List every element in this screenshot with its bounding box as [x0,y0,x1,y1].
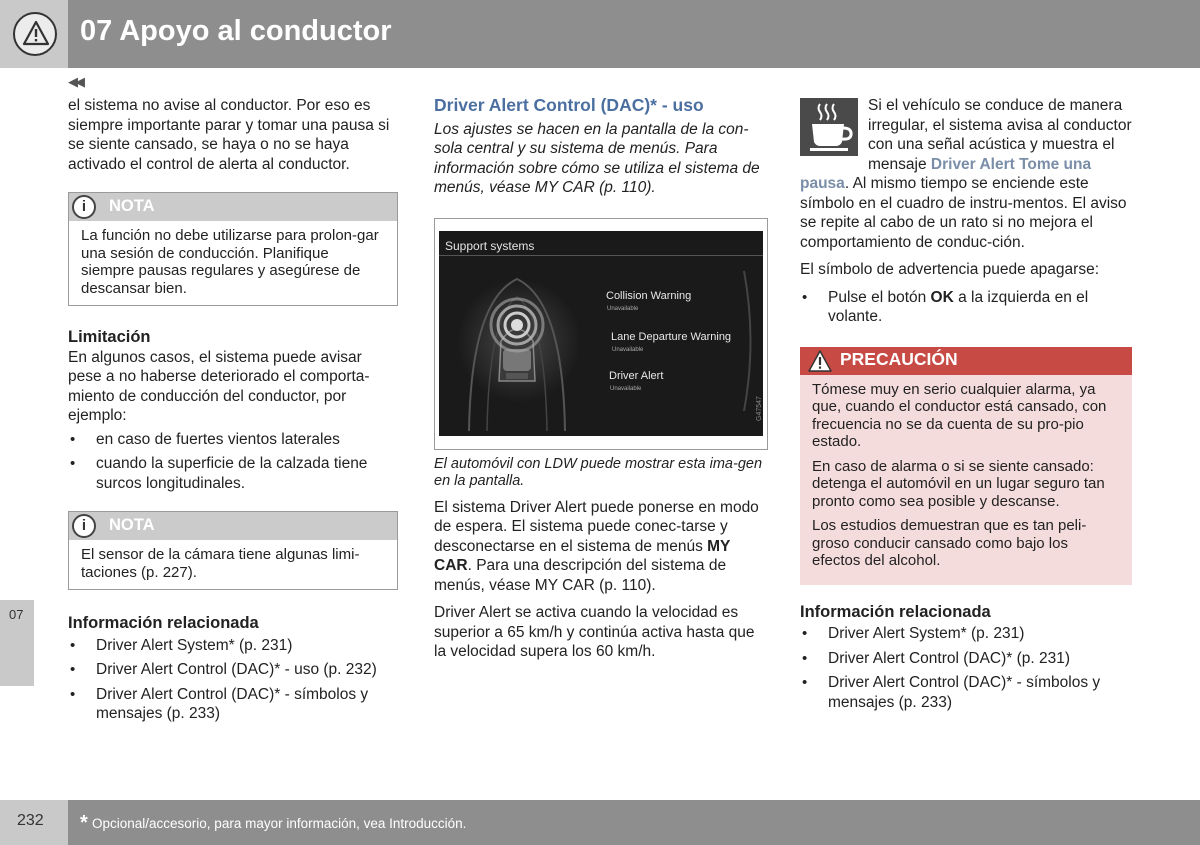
button-name: OK [930,288,954,306]
warning-triangle-icon [808,349,832,373]
caution-paragraph: Los estudios demuestran que es tan peli-groso conducir cansado como bajo los efectos del alcohol. [812,517,1087,569]
limitation-text: En algunos casos, el sistema puede avisar pese a no haberse deteriorado el comporta-miento de conducción del conductor, por ejemplo: [68,348,370,424]
caution-header [800,347,1132,375]
note-header [69,512,397,540]
page-number: 232 [17,812,44,829]
list-item: • en caso de fuertes vientos laterales [68,430,398,450]
figure-caption: El automóvil con LDW puede mostrar esta ima-gen en la pantalla. [434,455,763,489]
menu-item-lane-departure: Lane Departure Warning [611,330,732,343]
note-header [69,193,397,221]
page-number-box [0,800,68,845]
page-footer [0,800,1200,845]
related-link[interactable]: • Driver Alert Control (DAC)* - símbolos y mensajes (p. 233) [800,673,1132,712]
caution-paragraph: En caso de alarma o si se siente cansado: detenga el automóvil en un lugar seguro tan pronto como sea posible y descanse. [812,457,1105,510]
note-text: El sensor de la cámara tiene algunas limi-taciones (p. 227). [81,546,360,581]
note-text: La función no debe utilizarse para prolon-gar una sesión de conducción. Planifique siempre pausas regulares y asegúrese de descansar bien. [81,227,379,297]
paragraph: Driver Alert se activa cuando la velocidad es superior a 65 km/h y continúa activa hasta que la velocidad supera los 60 km/h. [434,604,755,660]
related-link[interactable]: • Driver Alert Control (DAC)* (p. 231) [800,649,1132,669]
intro-paragraph: el sistema no avise al conductor. Por eso es siempre importante parar y tomar una pausa si se siente cansado, se haya o no se haya activado el control de alerta al conductor. [68,97,390,173]
column-middle [434,96,768,670]
paragraph: El símbolo de advertencia puede apagarse: [800,261,1100,278]
related-link[interactable]: • Driver Alert System* (p. 231) [68,636,398,656]
menu-item-driver-alert: Driver Alert [609,369,664,382]
asterisk: * [80,812,88,834]
chapter-title: 07 Apoyo al conductor [80,15,392,47]
chapter-side-tab[interactable] [0,600,34,686]
info-icon: i [72,514,96,538]
menu-item-status: Unavailable [607,305,639,312]
menu-name: MY CAR [434,537,731,574]
related-link[interactable]: • Driver Alert Control (DAC)* - uso (p. 232) [68,660,398,680]
display-screen [439,231,763,436]
screen-title: Support systems [445,238,535,253]
column-right [800,96,1132,720]
footer-note-bar [68,800,1200,845]
related-link[interactable]: • Driver Alert System* (p. 231) [800,624,1132,644]
caution-paragraph: Tómese muy en serio cualquier alarma, ya que, cuando el conductor está cansado, con frecuencia no se da cuenta de su pro-pio estado. [812,380,1107,450]
note-label: NOTA [109,197,155,215]
header-icon-box [0,0,68,68]
related-link[interactable]: • Driver Alert Control (DAC)* - símbolos y mensajes (p. 233) [68,685,398,724]
limitation-list [68,430,398,494]
related-info-list [68,636,398,724]
screen-illustration [434,218,768,450]
instruction-list [800,288,1132,327]
menu-item-collision-warning: Collision Warning [606,289,692,302]
intro-italic: Los ajustes se hacen en la pantalla de la con-sola central y su sistema de menús. Para información sobre cómo se utiliza el sistema de menús, véase MY CAR (p. 110). [434,120,760,196]
display-message: Driver Alert Tome una pausa [800,155,1092,192]
chapter-number: 07 [9,607,24,622]
info-icon: i [72,195,96,219]
column-left [68,96,398,732]
section-heading: Driver Alert Control (DAC)* - uso [434,95,704,115]
coffee-cup-icon [800,98,858,156]
caution-text [800,375,1132,585]
limitation-heading: Limitación [68,328,151,346]
menu-item-status: Unavailable [612,346,644,353]
paragraph: Si el vehículo se conduce de manera irregular, el sistema avisa al conductor con una señal acústica y muestra el mensaje Driver Alert Tome una pausa. Al mismo tiempo se enciende este símbolo en el cuadro de instru-mentos. El aviso se repite al cabo de un rato si no mejora el comportamiento de conduc-ción. [800,97,1132,251]
related-info-list [800,624,1132,712]
list-item: • Pulse el botón OK a la izquierda en el volante. [800,288,1132,327]
note-label: NOTA [109,516,155,534]
caution-box [800,347,1132,585]
note-box [68,511,398,590]
related-info-heading: Información relacionada [800,602,991,621]
list-item: • cuando la superficie de la calzada tiene surcos longitudinales. [68,454,398,493]
footer-note: Opcional/accesorio, para mayor información, vea Introducción. [92,816,467,831]
related-info-heading: Información relacionada [68,614,259,632]
caution-label: PRECAUCIÓN [840,348,958,369]
note-box [68,192,398,306]
previous-page-arrows[interactable]: ◀◀ [68,74,82,89]
page-header [0,0,1200,68]
menu-item-status: Unavailable [610,385,642,392]
warning-triangle-icon [13,12,57,56]
paragraph: El sistema Driver Alert puede ponerse en modo de espera. El sistema puede conec-tarse y desconectarse en el sistema de menús MY CAR. Para una descripción del sistema de menús, véase MY CAR (p. 110). [434,498,759,594]
figure-code: G47547 [756,395,763,421]
